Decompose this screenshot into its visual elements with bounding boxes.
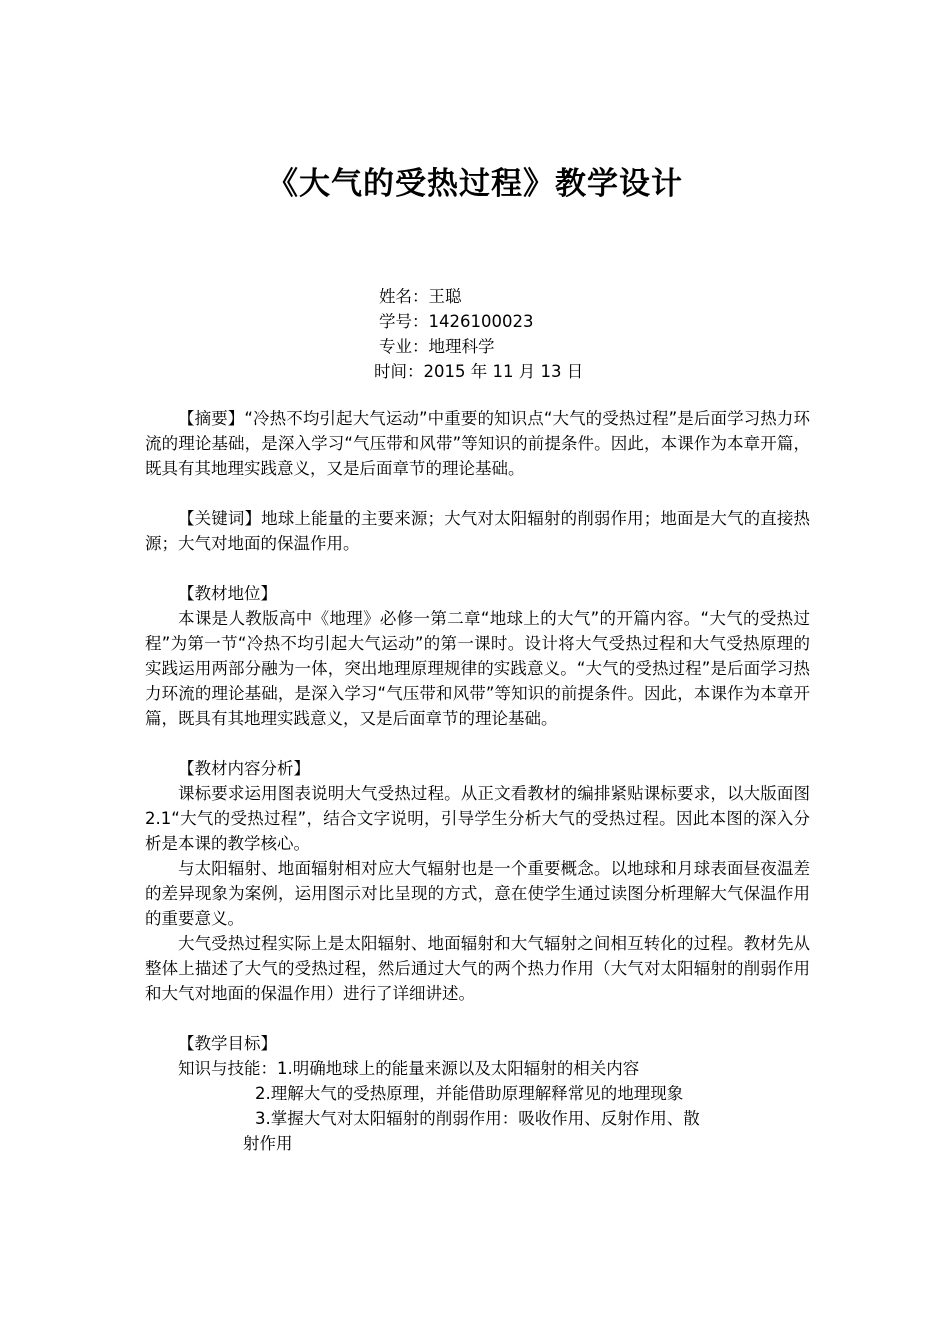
author-info-block bbox=[374, 284, 583, 384]
document-title: 《大气的受热过程》教学设计 bbox=[267, 166, 683, 202]
analysis-paragraph-3: 大气受热过程实际上是太阳辐射、地面辐射和大气辐射之间相互转化的过程。教材先从整体上描述了大气的受热过程，然后通过大气的两个热力作用（大气对太阳辐射的削弱作用和大气对地面的保温作用）进行了详细讲述。 bbox=[145, 934, 810, 1003]
analysis-paragraph-1: 课标要求运用图表说明大气受热过程。从正文看教材的编排紧贴课标要求，以大版面图 2.1“大气的受热过程”，结合文字说明，引导学生分析大气的受热过程。因此本图的深入分析是本课的教学核心。 bbox=[145, 784, 810, 853]
section-heading-position: 【教材地位】 bbox=[178, 584, 277, 603]
keywords-paragraph: 【关键词】地球上能量的主要来源；大气对太阳辐射的削弱作用；地面是大气的直接热源；大气对地面的保温作用。 bbox=[145, 509, 810, 553]
analysis-paragraph-2: 与太阳辐射、地面辐射相对应大气辐射也是一个重要概念。以地球和月球表面昼夜温差的差异现象为案例，运用图示对比呈现的方式，意在使学生通过读图分析理解大气保温作用的重要意义。 bbox=[145, 859, 810, 928]
goal-item-1: 知识与技能：1.明确地球上的能量来源以及太阳辐射的相关内容 bbox=[178, 1059, 640, 1078]
spacer bbox=[145, 556, 810, 581]
date: 时间：2015 年 11 月 13 日 bbox=[374, 362, 584, 381]
abstract-paragraph: 【摘要】“冷热不均引起大气运动”中重要的知识点“大气的受热过程”是后面学习热力环流的理论基础，是深入学习“气压带和风带”等知识的前提条件。因此，本课作为本章开篇，既具有其地理实践意义，又是后面章节的理论基础。 bbox=[145, 409, 810, 478]
major: 专业：地理科学 bbox=[379, 337, 495, 356]
goal-item-3-continued: 射作用 bbox=[243, 1134, 293, 1153]
position-paragraph: 本课是人教版高中《地理》必修一第二章“地球上的大气”的开篇内容。“大气的受热过程”为第一节“冷热不均引起大气运动”的第一课时。设计将大气受热过程和大气受热原理的实践运用两部分融为一体，突出地理原理规律的实践意义。“大气的受热过程”是后面学习热力环流的理论基础，是深入学习“气压带和风带”等知识的前提条件。因此，本课作为本章开篇，既具有其地理实践意义，又是后面章节的理论基础。 bbox=[145, 609, 810, 728]
document-body bbox=[145, 406, 810, 1156]
author-name: 姓名：王聪 bbox=[379, 287, 462, 306]
spacer bbox=[145, 481, 810, 506]
spacer bbox=[145, 731, 810, 756]
spacer bbox=[145, 1006, 810, 1031]
section-heading-goals: 【教学目标】 bbox=[178, 1034, 277, 1053]
student-id: 学号：1426100023 bbox=[379, 312, 534, 331]
goal-item-2: 2.理解大气的受热原理，并能借助原理解释常见的地理现象 bbox=[255, 1084, 684, 1103]
goal-item-3: 3.掌握大气对太阳辐射的削弱作用：吸收作用、反射作用、散 bbox=[255, 1109, 700, 1128]
section-heading-analysis: 【教材内容分析】 bbox=[178, 759, 310, 778]
